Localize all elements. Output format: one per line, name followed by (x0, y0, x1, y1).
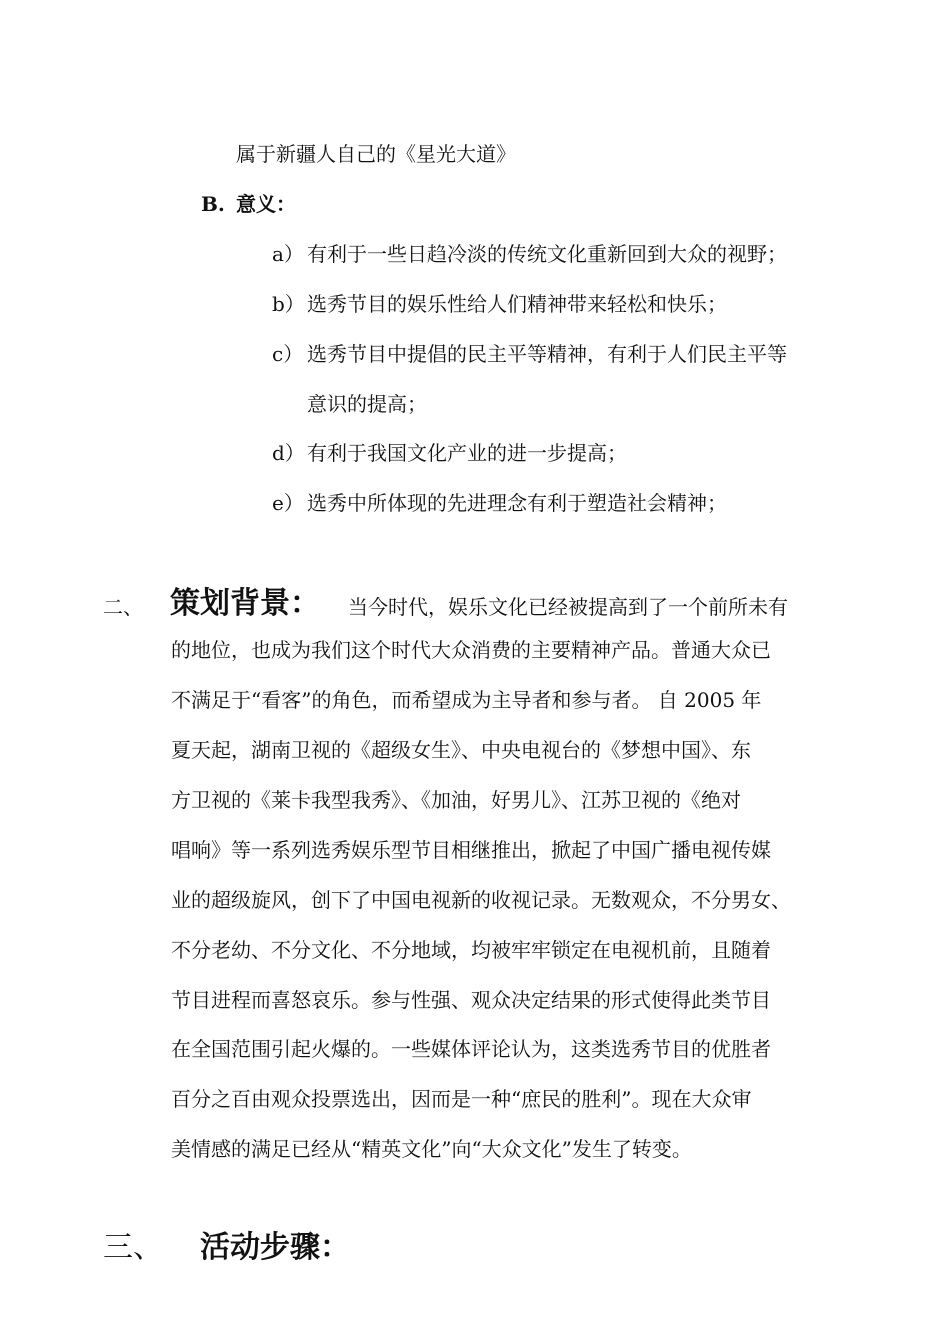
paragraph-line: 不满足于“看客”的角色，而希望成为主导者和参与者。 自 2005 年 (171, 688, 762, 712)
section2-first-line: 当今时代，娱乐文化已经被提高到了一个前所未有 (348, 595, 788, 619)
paragraph-line: 业的超级旋风，创下了中国电视新的收视记录。无数观众，不分男女、 (171, 888, 791, 912)
list-item-text: 有利于我国文化产业的进一步提高； (307, 441, 627, 465)
intro-line: 属于新疆人自己的《星光大道》 (236, 142, 516, 166)
list-item-marker: c） (272, 342, 304, 366)
paragraph-line: 夏天起，湖南卫视的《超级女生》、中央电视台的《梦想中国》、东 (171, 738, 751, 762)
list-item-text: 意识的提高； (307, 392, 427, 416)
paragraph-line: 节目进程而喜怒哀乐。参与性强、观众决定结果的形式使得此类节目 (171, 988, 771, 1012)
paragraph-line: 百分之百由观众投票选出，因而是一种“庶民的胜利”。现在大众审 (171, 1087, 752, 1111)
list-item-marker: e） (272, 491, 304, 515)
section3-title: 活动步骤： (200, 1230, 350, 1265)
section-b-marker: B. (201, 192, 225, 216)
list-item-text: 有利于一些日趋冷淡的传统文化重新回到大众的视野； (307, 242, 787, 266)
list-item-text: 选秀节目的娱乐性给人们精神带来轻松和快乐； (307, 292, 727, 316)
paragraph-line: 在全国范围引起火爆的。一些媒体评论认为，这类选秀节目的优胜者 (171, 1037, 771, 1061)
list-item-marker: b） (272, 292, 305, 316)
section2-title: 策划背景： (170, 586, 320, 621)
list-item-text: 选秀中所体现的先进理念有利于塑造社会精神； (307, 491, 727, 515)
paragraph-line: 唱响》等一系列选秀娱乐型节目相继推出，掀起了中国广播电视传媒 (171, 838, 771, 862)
paragraph-line: 美情感的满足已经从“精英文化”向“大众文化”发生了转变。 (171, 1137, 692, 1161)
paragraph-line: 的地位，也成为我们这个时代大众消费的主要精神产品。普通大众已 (171, 638, 771, 662)
section-b-title: 意义： (236, 192, 296, 216)
list-item-marker: d） (272, 441, 305, 465)
list-item-marker: a） (272, 242, 304, 266)
section2-number: 二、 (103, 595, 143, 619)
section3-number: 三、 (103, 1230, 163, 1265)
list-item-text: 选秀节目中提倡的民主平等精神，有利于人们民主平等 (307, 342, 787, 366)
paragraph-line: 不分老幼、不分文化、不分地域，均被牢牢锁定在电视机前，且随着 (171, 938, 771, 962)
paragraph-line: 方卫视的《莱卡我型我秀》、《加油，好男儿》、江苏卫视的《绝对 (171, 788, 741, 812)
